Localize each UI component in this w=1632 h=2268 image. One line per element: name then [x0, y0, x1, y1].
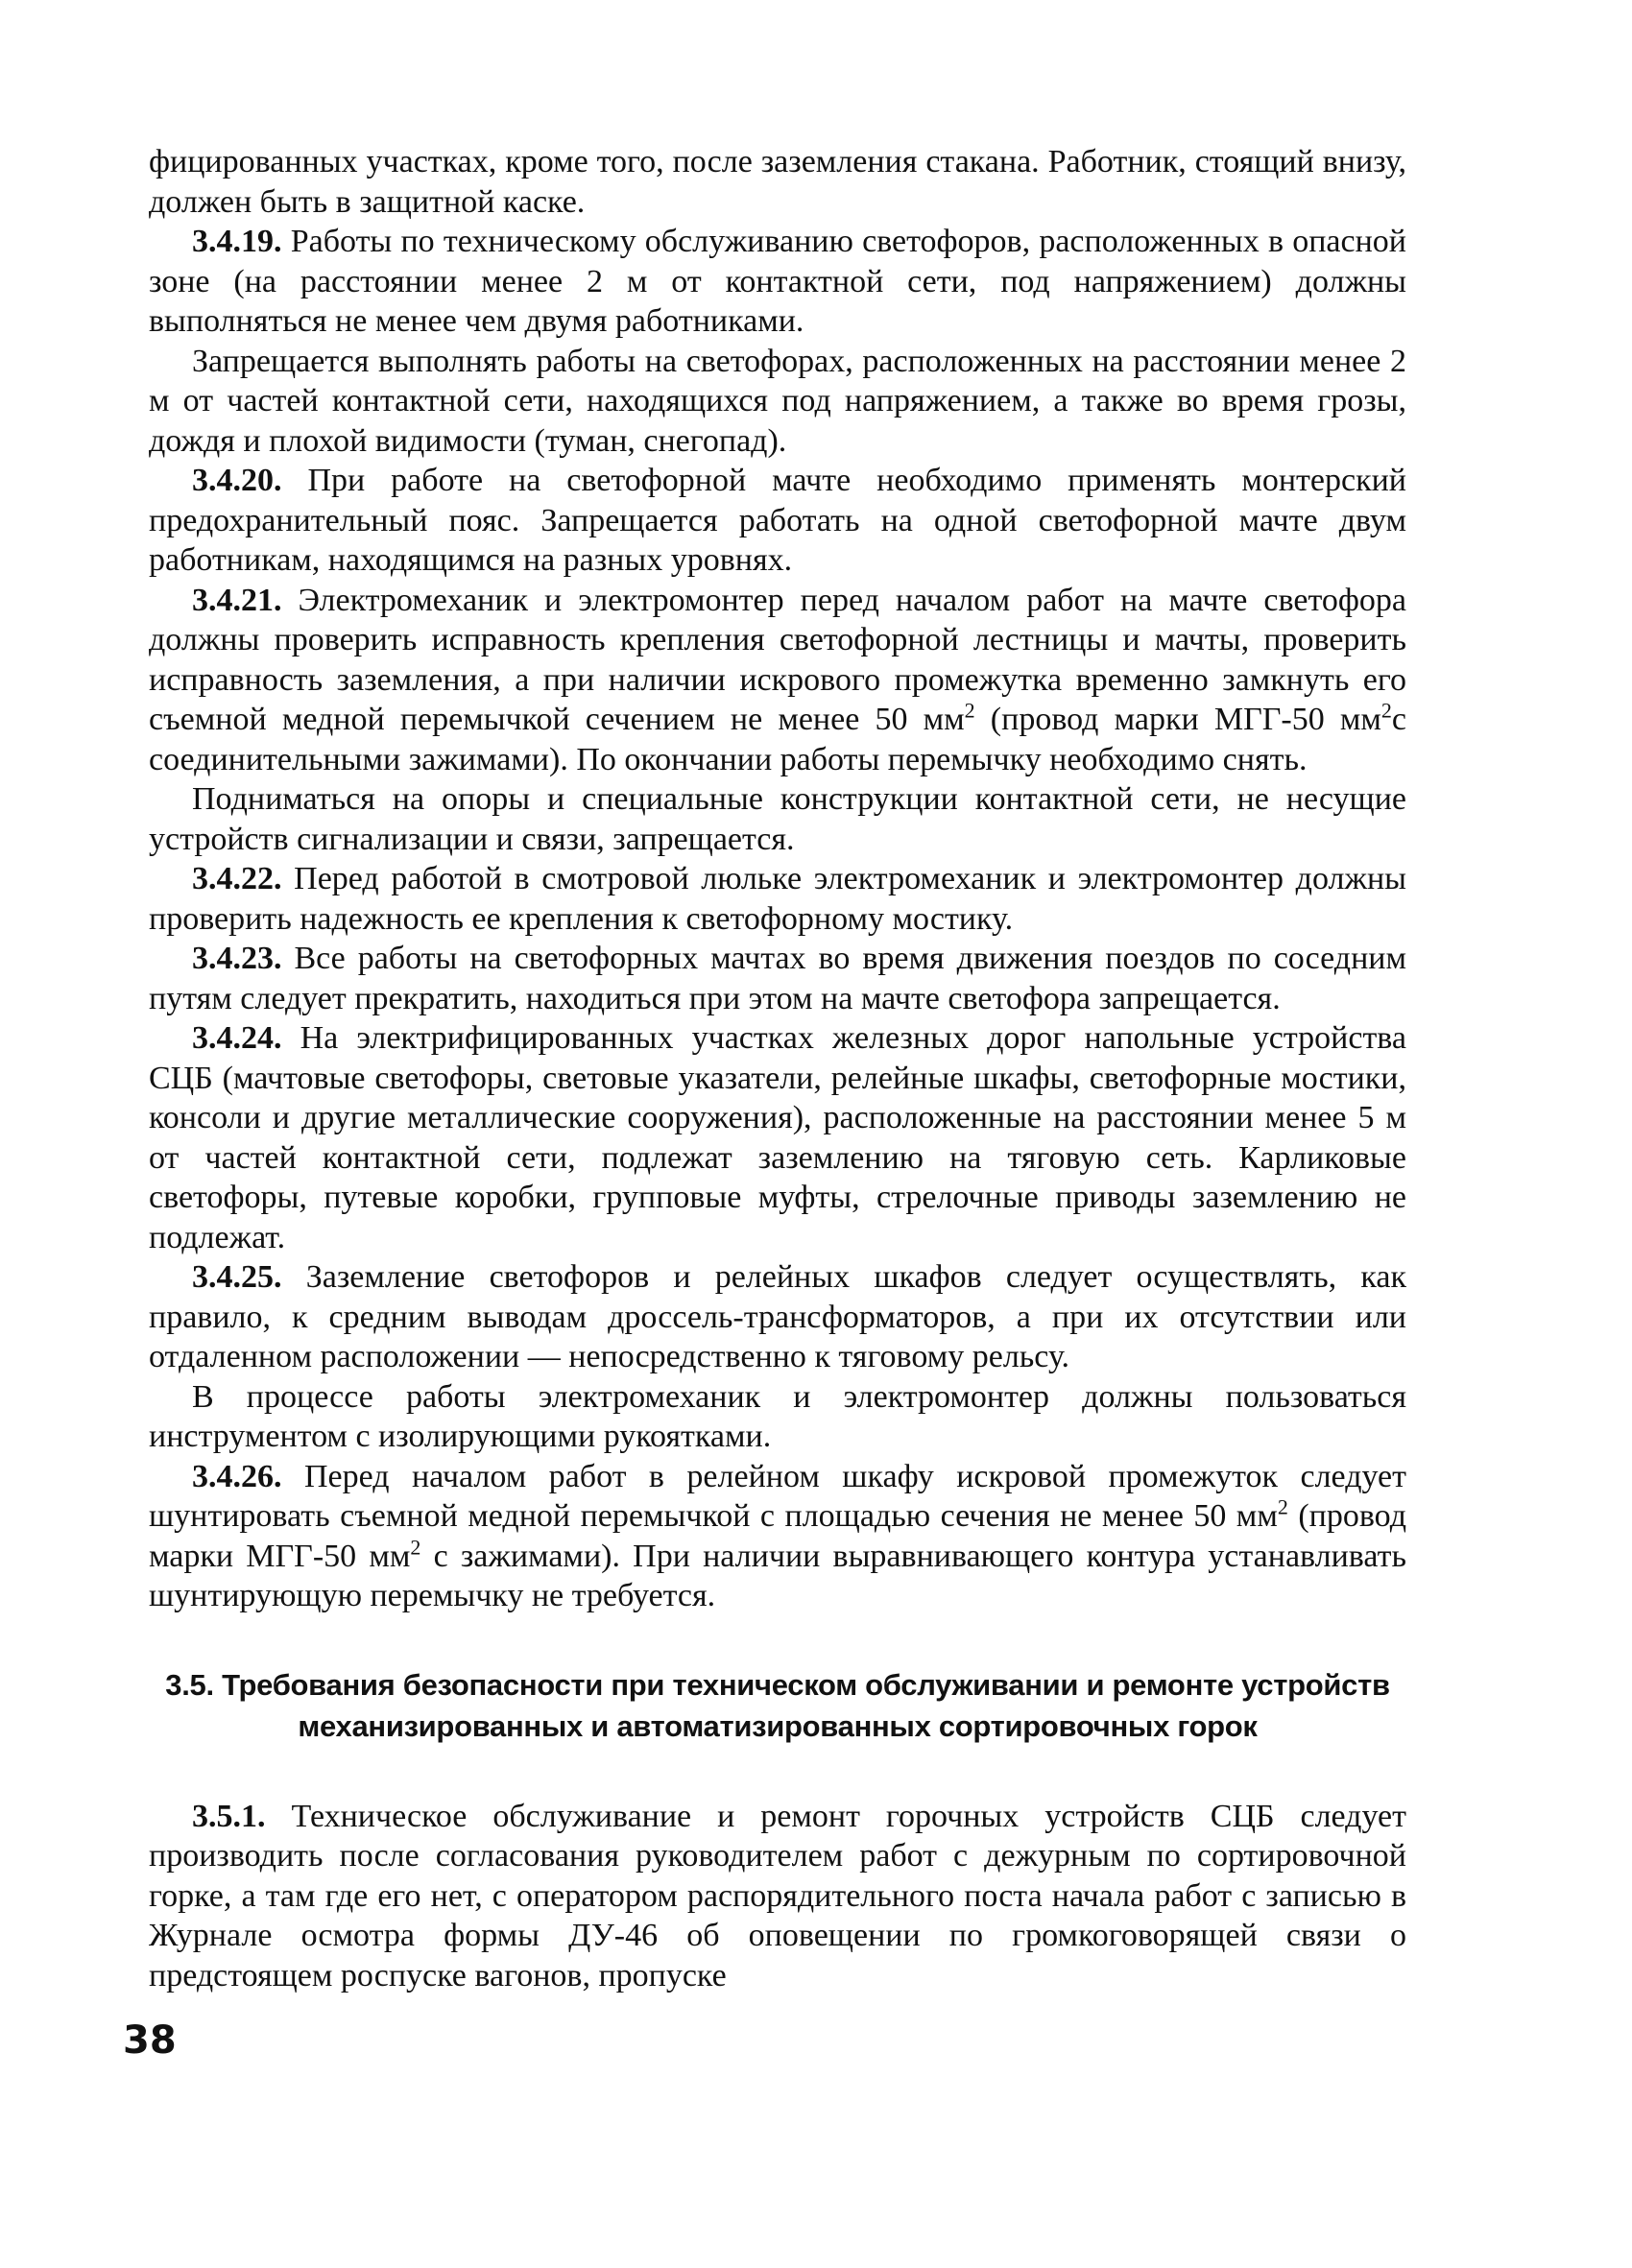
superscript: 2 — [964, 698, 975, 723]
paragraph-text: В процессе работы электромеханик и электромонтер должны пользоваться инструментом с изолирующими рукоятками. — [149, 1378, 1406, 1454]
clause-3-4-23 — [149, 939, 1406, 1018]
clause-3-4-19 — [149, 222, 1406, 342]
clause-3-4-22 — [149, 859, 1406, 939]
clause-text: Работы по техническому обслуживанию светофоров, расположенных в опасной зоне (на расстоянии менее 2 м от контактной сети, под напряжением) должны выполняться не менее чем двумя работниками. — [149, 224, 1406, 339]
clause-text: Все работы на светофорных мачтах во время движения поездов по соседним путям следует прекратить, находиться при этом на мачте светофора запрещается. — [149, 941, 1406, 1016]
paragraph-climbing — [149, 779, 1406, 859]
clause-3-4-24 — [149, 1018, 1406, 1257]
clause-text: При работе на светофорной мачте необходимо применять монтерский предохранительный пояс. Запрещается работать на одной светофорной мачте двум работникам, находящимся на разных уровнях. — [149, 463, 1406, 578]
clause-number: 3.4.23. — [192, 941, 282, 976]
clause-text: с соединительными зажимами). По окончании работы перемычку необходимо снять. — [149, 702, 1407, 777]
clause-text: Техническое обслуживание и ремонт горочных устройств СЦБ следует производить после согласования руководителем работ с дежурным по сортировочной горке, а там где его нет, с оператором распорядительного поста начала работ с записью в Журнале осмотра формы ДУ-46 об оповещении по громкоговорящей связи о предстоящем роспуске вагонов, пропуске — [149, 1798, 1406, 1993]
clause-3-4-20 — [149, 461, 1406, 581]
page-number: 38 — [123, 2018, 177, 2063]
clause-text: (провод марки МГГ-50 мм — [149, 1498, 1406, 1574]
clause-number: 3.4.22. — [192, 861, 282, 896]
clause-3-4-26 — [149, 1457, 1406, 1616]
superscript: 2 — [410, 1535, 421, 1560]
clause-text: Электромеханик и электромонтер перед началом работ на мачте светофора должны проверить исправность крепления светофорной лестницы и мачты, проверить исправность заземления, а при наличии искрового промежутка временно замкнуть его съемной медной перемычкой сечением не менее 50 мм — [149, 582, 1406, 737]
clause-text: На электрифицированных участках железных дорог напольные устройства СЦБ (мачтовые светофоры, световые указатели, релейные шкафы, светофорные мостики, консоли и другие металлические сооружения), расположенные на расстоянии менее 5 м от частей контактной сети, подлежат заземлению на тяговую сеть. Карликовые светофоры, путевые коробки, групповые муфты, стрелочные приводы заземлению не подлежат. — [149, 1020, 1406, 1255]
document-page — [149, 142, 1406, 1995]
clause-text: Перед началом работ в релейном шкафу искровой промежуток следует шунтировать съемной медной перемычкой с площадью сечения не менее 50 мм — [149, 1458, 1406, 1534]
paragraph-text: Подниматься на опоры и специальные конструкции контактной сети, не несущие устройств сигнализации и связи, запрещается. — [149, 781, 1406, 857]
clause-number: 3.4.19. — [192, 224, 282, 259]
clause-number: 3.4.20. — [192, 463, 282, 498]
paragraph-text: фицированных участках, кроме того, после заземления стакана. Работник, стоящий внизу, должен быть в защитной каске. — [149, 144, 1406, 220]
clause-number: 3.4.25. — [192, 1259, 282, 1295]
clause-number: 3.5.1. — [192, 1798, 266, 1834]
paragraph-text: Запрещается выполнять работы на светофорах, расположенных на расстоянии менее 2 м от частей контактной сети, находящихся под напряжением, а также во время грозы, дождя и плохой видимости (туман, снегопад). — [149, 343, 1406, 459]
clause-3-4-21 — [149, 581, 1406, 780]
clause-text: Перед работой в смотровой люльке электромеханик и электромонтер должны проверить надежность ее крепления к светофорному мостику. — [149, 861, 1406, 937]
clause-text: с зажимами). При наличии выравнивающего контура устанавливать шунтирующую перемычку не требуется. — [149, 1538, 1406, 1613]
section-heading: 3.5. Требования безопасности при техническом обслуживании и ремонте устройств механизированных и автоматизированных сортировочных горок — [165, 1667, 1390, 1743]
paragraph-prohibition — [149, 342, 1406, 462]
clause-text: (провод марки МГГ-50 мм — [974, 702, 1381, 737]
clause-number: 3.4.26. — [192, 1458, 282, 1494]
clause-number: 3.4.24. — [192, 1020, 282, 1056]
clause-3-4-25 — [149, 1257, 1406, 1377]
clause-number: 3.4.21. — [192, 582, 282, 618]
clause-text: Заземление светофоров и релейных шкафов следует осуществлять, как правило, к средним выводам дроссель-трансформаторов, а при их отсутствии или отдаленном расположении — непосредственно к тяговому рельсу. — [149, 1259, 1406, 1374]
superscript: 2 — [1277, 1494, 1288, 1519]
paragraph-tools — [149, 1377, 1406, 1457]
clause-3-5-1 — [149, 1797, 1406, 1996]
superscript: 2 — [1380, 698, 1392, 723]
paragraph-continuation — [149, 142, 1406, 222]
